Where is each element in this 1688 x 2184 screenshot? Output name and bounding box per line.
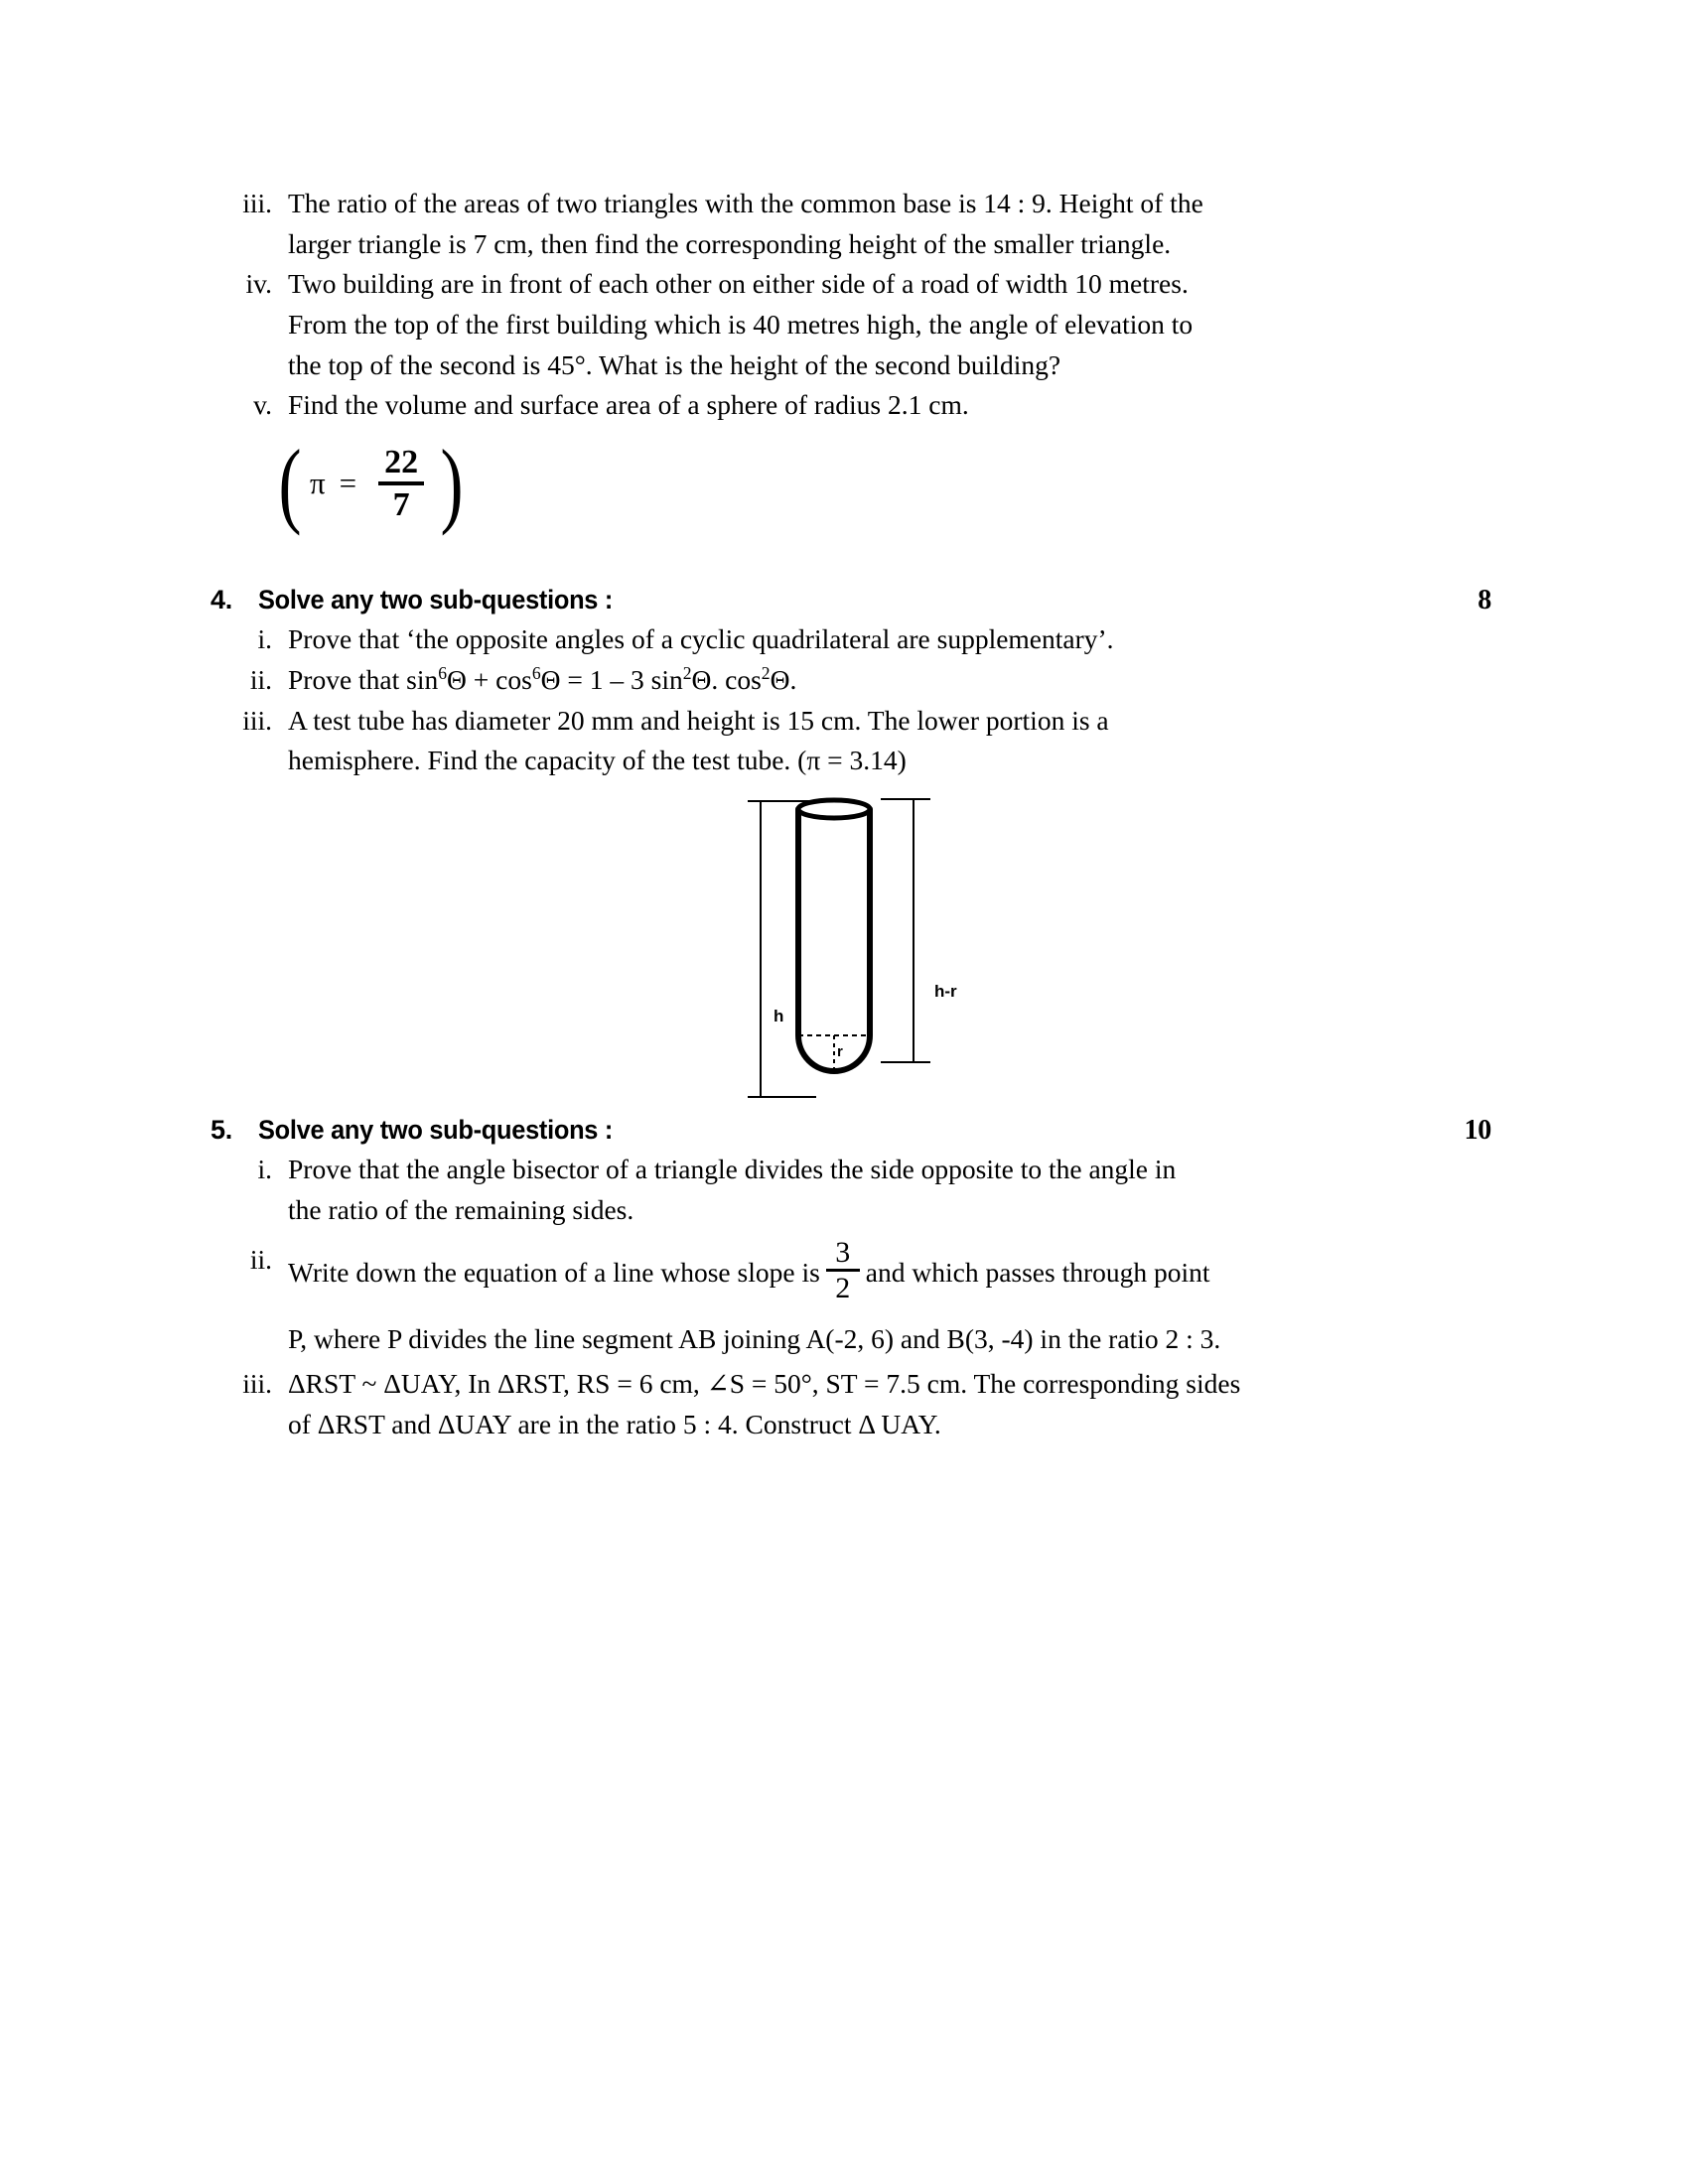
list-item-marker: ii. <box>249 663 272 695</box>
list-item-body <box>288 1150 1491 1230</box>
exponent: 6 <box>531 662 541 683</box>
cylinder-height-dimension-right <box>881 799 930 1062</box>
label-h-minus-r: h-r <box>934 981 957 1001</box>
identity-part: Θ. cos <box>691 663 762 695</box>
question-5-block <box>211 1115 1491 1444</box>
fraction-numerator: 22 <box>384 443 419 480</box>
list-item-marker: iv. <box>245 268 272 300</box>
list-item-line: The ratio of the areas of two triangles with the common base is 14 : 9. Height of the <box>288 188 1203 218</box>
fraction-numerator: 3 <box>835 1236 851 1270</box>
list-item <box>211 1150 1491 1230</box>
trigonometry-identity <box>288 660 1491 701</box>
list-item-line: Find the volume and surface area of a sphere of radius 2.1 cm. <box>288 389 969 421</box>
list-item-marker: iii. <box>242 704 272 736</box>
label-r: r <box>837 1042 843 1060</box>
list-item-line: of ΔRST and ΔUAY are in the ratio 5 : 4. Construct Δ UAY. <box>288 1408 941 1439</box>
fraction-denominator: 7 <box>392 485 410 523</box>
list-item-line: A test tube has diameter 20 mm and height is 15 cm. The lower portion is a <box>288 704 1109 736</box>
figure-container <box>211 787 1491 1115</box>
identity-part: Θ = 1 – 3 sin <box>540 663 683 695</box>
list-item <box>211 1236 1491 1360</box>
list-item-marker: iii. <box>242 188 272 218</box>
question-5-heading <box>211 1115 1491 1146</box>
list-item <box>211 1364 1491 1444</box>
list-item <box>211 385 1491 426</box>
list-item <box>211 184 1491 264</box>
list-item-line: Prove that the angle bisector of a triangle divides the side opposite to the angle in <box>288 1153 1177 1184</box>
exponent: 2 <box>682 662 692 683</box>
equals-sign: = <box>339 466 359 501</box>
pi-fraction <box>378 443 424 523</box>
page-title: Solve any two sub-questions : <box>258 1114 614 1145</box>
list-item <box>211 619 1491 660</box>
slope-fraction <box>826 1238 860 1303</box>
tube-mouth-ellipse <box>798 800 870 818</box>
identity-part: Θ + cos <box>447 663 532 695</box>
list-item-marker: i. <box>257 1153 272 1184</box>
list-item-marker: ii. <box>249 1244 272 1276</box>
list-item-line: larger triangle is 7 cm, then find the corresponding height of the smaller triangle. <box>288 227 1172 259</box>
question-4-heading <box>211 585 1491 615</box>
page-title: Solve any two sub-questions : <box>258 585 614 615</box>
exponent: 2 <box>761 662 771 683</box>
exponent: 6 <box>438 662 448 683</box>
list-item-body <box>288 619 1491 660</box>
list-item <box>211 264 1491 385</box>
list-item-body <box>288 701 1491 781</box>
label-h: h <box>774 1006 784 1025</box>
slope-equation-line <box>288 1236 1491 1305</box>
identity-part: Θ. <box>770 663 797 695</box>
question-4-marks: 8 <box>1477 585 1491 616</box>
continued-sub-question-list <box>211 184 1491 536</box>
page-content <box>211 184 1491 1444</box>
list-item-marker: i. <box>257 623 272 655</box>
list-item-line: ΔRST ~ ΔUAY, In ΔRST, RS = 6 cm, ∠S = 50°, ST = 7.5 cm. The corresponding sides <box>288 1367 1241 1399</box>
slope-text-before: Write down the equation of a line whose slope is <box>288 1256 820 1288</box>
question-4-block <box>211 585 1491 1115</box>
list-item-line: the top of the second is 45°. What is the height of the second building? <box>288 348 1061 380</box>
pi-symbol: π <box>309 466 328 501</box>
list-item-body <box>288 184 1491 264</box>
test-tube-body <box>798 809 870 1071</box>
list-item-line: hemisphere. Find the capacity of the test tube. (π = 3.14) <box>288 745 907 776</box>
test-tube-diagram <box>747 787 975 1120</box>
list-item-body <box>288 1236 1491 1360</box>
left-parenthesis: ( <box>278 429 302 536</box>
question-5-marks: 10 <box>1464 1114 1491 1146</box>
list-item-marker: v. <box>253 389 272 421</box>
list-item-body <box>288 385 1491 426</box>
list-item-line: the ratio of the remaining sides. <box>288 1193 634 1225</box>
list-item-line: Two building are in front of each other on either side of a road of width 10 metres. <box>288 268 1189 300</box>
question-number: 4. <box>211 585 232 615</box>
list-item-body <box>288 1364 1491 1444</box>
list-item <box>211 660 1491 701</box>
list-item-line: P, where P divides the line segment AB joining A(-2, 6) and B(3, -4) in the ratio 2 : 3. <box>288 1323 1221 1355</box>
question-number: 5. <box>211 1114 232 1145</box>
test-tube-svg <box>747 787 975 1115</box>
list-item-marker: iii. <box>242 1367 272 1399</box>
list-item-line: Prove that ‘the opposite angles of a cyclic quadrilateral are supplementary’. <box>288 623 1114 655</box>
list-item <box>211 701 1491 781</box>
list-item-line: From the top of the first building which is 40 metres high, the angle of elevation to <box>288 309 1194 341</box>
list-item-body <box>288 264 1491 385</box>
pi-value-note <box>274 429 1491 536</box>
right-parenthesis: ) <box>440 429 464 536</box>
identity-prefix: Prove that sin <box>288 663 439 695</box>
fraction-denominator: 2 <box>835 1272 851 1305</box>
slope-text-after: and which passes through point <box>865 1256 1210 1288</box>
